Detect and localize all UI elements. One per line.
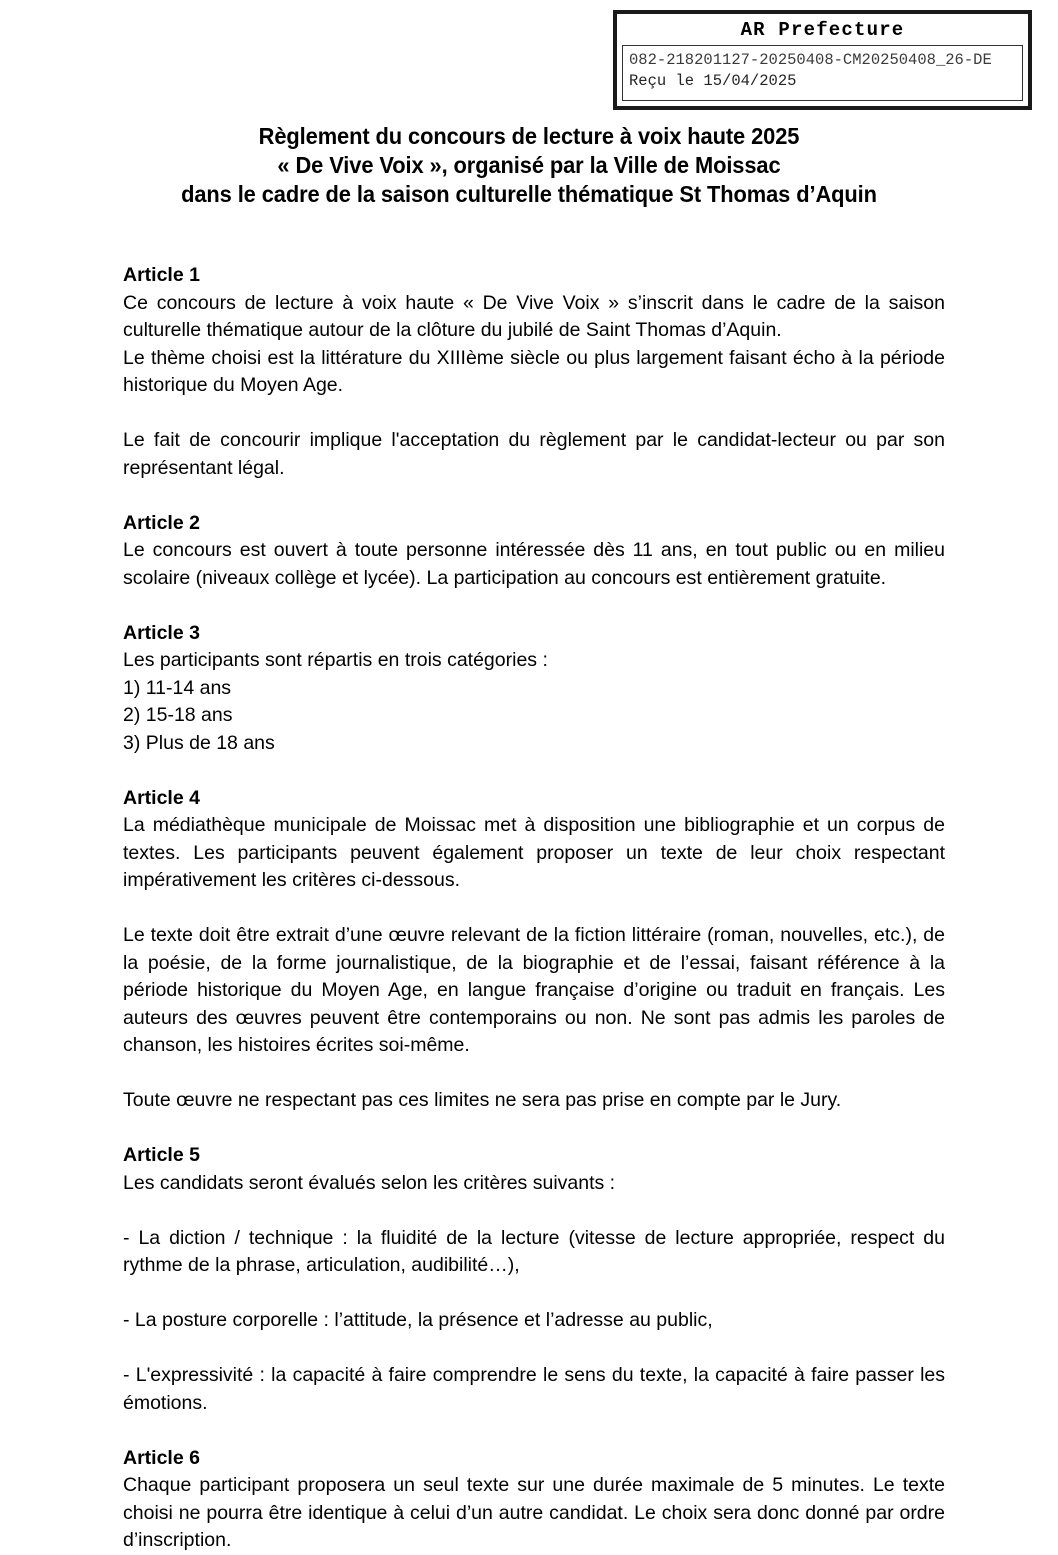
article-4-paragraph-3: Toute œuvre ne respectant pas ces limites ne sera pas prise en compte par le Jury. bbox=[123, 1089, 842, 1111]
article-3-category-2: 2) 15-18 ans bbox=[123, 704, 233, 726]
article-3-category-3: 3) Plus de 18 ans bbox=[123, 731, 275, 754]
article-3-category-1: 1) 11-14 ans bbox=[123, 676, 232, 699]
article-2-heading: Article 2 bbox=[123, 511, 200, 534]
spacer bbox=[123, 1115, 945, 1143]
stamp-title: AR Prefecture bbox=[740, 19, 905, 41]
spacer bbox=[123, 1417, 945, 1445]
article-4-heading: Article 4 bbox=[123, 786, 200, 809]
article-6-heading: Article 6 bbox=[123, 1446, 200, 1469]
ar-prefecture-stamp bbox=[613, 10, 1032, 110]
article-3-paragraph-1: Les participants sont répartis en trois catégories : bbox=[123, 649, 548, 671]
article-4-paragraph-2: Le texte doit être extrait d’une œuvre relevant de la fiction littéraire (roman, nouvelles, etc.), de la poésie, de la forme journalistique, de la biographie et de l’essai, faisant référence à la période historique du Moyen Age, en langue française d’origine ou traduit en français. Les auteurs des œuvres peuvent être contemporains ou non. Ne sont pas admis les paroles de chanson, les histoires écrites soi-même. bbox=[123, 924, 945, 1056]
article-1-paragraph-3: Le fait de concourir implique l'acceptation du règlement par le candidat-lecteur ou par son représentant légal. bbox=[123, 429, 945, 479]
article-5-paragraph-1: Les candidats seront évalués selon les critères suivants : bbox=[123, 1171, 616, 1194]
stamp-reference: 082-218201127-20250408-CM20250408_26-DE bbox=[629, 51, 992, 69]
article-5-criterion-2: - La posture corporelle : l’attitude, la présence et l’adresse au public, bbox=[123, 1309, 713, 1331]
page-title-line-2: « De Vive Voix », organisé par la Ville de Moissac bbox=[277, 152, 781, 178]
spacer bbox=[123, 1197, 945, 1225]
article-5-criterion-3: - L'expressivité : la capacité à faire comprendre le sens du texte, la capacité à faire passer les émotions. bbox=[123, 1364, 945, 1414]
document-body bbox=[123, 262, 945, 1555]
article-4-paragraph-1: La médiathèque municipale de Moissac met à disposition une bibliographie et un corpus de textes. Les participants peuvent également proposer un texte de leur choix respectant impérativement les critères ci-dessous. bbox=[123, 814, 945, 891]
spacer bbox=[123, 400, 945, 428]
spacer bbox=[123, 1335, 945, 1363]
spacer bbox=[123, 895, 945, 923]
spacer bbox=[123, 1060, 945, 1088]
article-6-paragraph-1: Chaque participant proposera un seul texte sur une durée maximale de 5 minutes. Le texte choisi ne pourra être identique à celui d’un autre candidat. Le choix sera donc donné par ordre d’inscription. bbox=[123, 1474, 945, 1551]
spacer bbox=[123, 482, 945, 510]
page-title-line-3: dans le cadre de la saison culturelle thématique St Thomas d’Aquin bbox=[181, 181, 877, 207]
spacer bbox=[123, 757, 945, 785]
page-title-line-1: Règlement du concours de lecture à voix haute 2025 bbox=[258, 123, 800, 149]
spacer bbox=[123, 592, 945, 620]
article-2-paragraph-1: Le concours est ouvert à toute personne intéressée dès 11 ans, en tout public ou en milieu scolaire (niveaux collège et lycée). La participation au concours est entièrement gratuite. bbox=[123, 539, 945, 589]
spacer bbox=[123, 1280, 945, 1308]
article-1-heading: Article 1 bbox=[123, 264, 200, 286]
article-5-heading: Article 5 bbox=[123, 1144, 200, 1166]
page-title bbox=[60, 122, 998, 209]
article-5-criterion-1: - La diction / technique : la fluidité de la lecture (vitesse de lecture appropriée, respect du rythme de la phrase, articulation, audibilité…), bbox=[123, 1226, 945, 1276]
article-1-paragraph-2: Le thème choisi est la littérature du XIIIème siècle ou plus largement faisant écho à la période historique du Moyen Age. bbox=[123, 346, 945, 396]
stamp-reference-box bbox=[622, 45, 1023, 101]
article-1-paragraph-1: Ce concours de lecture à voix haute « De Vive Voix » s’inscrit dans le cadre de la saison culturelle thématique autour de la clôture du jubilé de Saint Thomas d’Aquin. bbox=[123, 291, 945, 341]
article-3-heading: Article 3 bbox=[123, 621, 200, 644]
stamp-received-date: Reçu le 15/04/2025 bbox=[629, 72, 797, 90]
